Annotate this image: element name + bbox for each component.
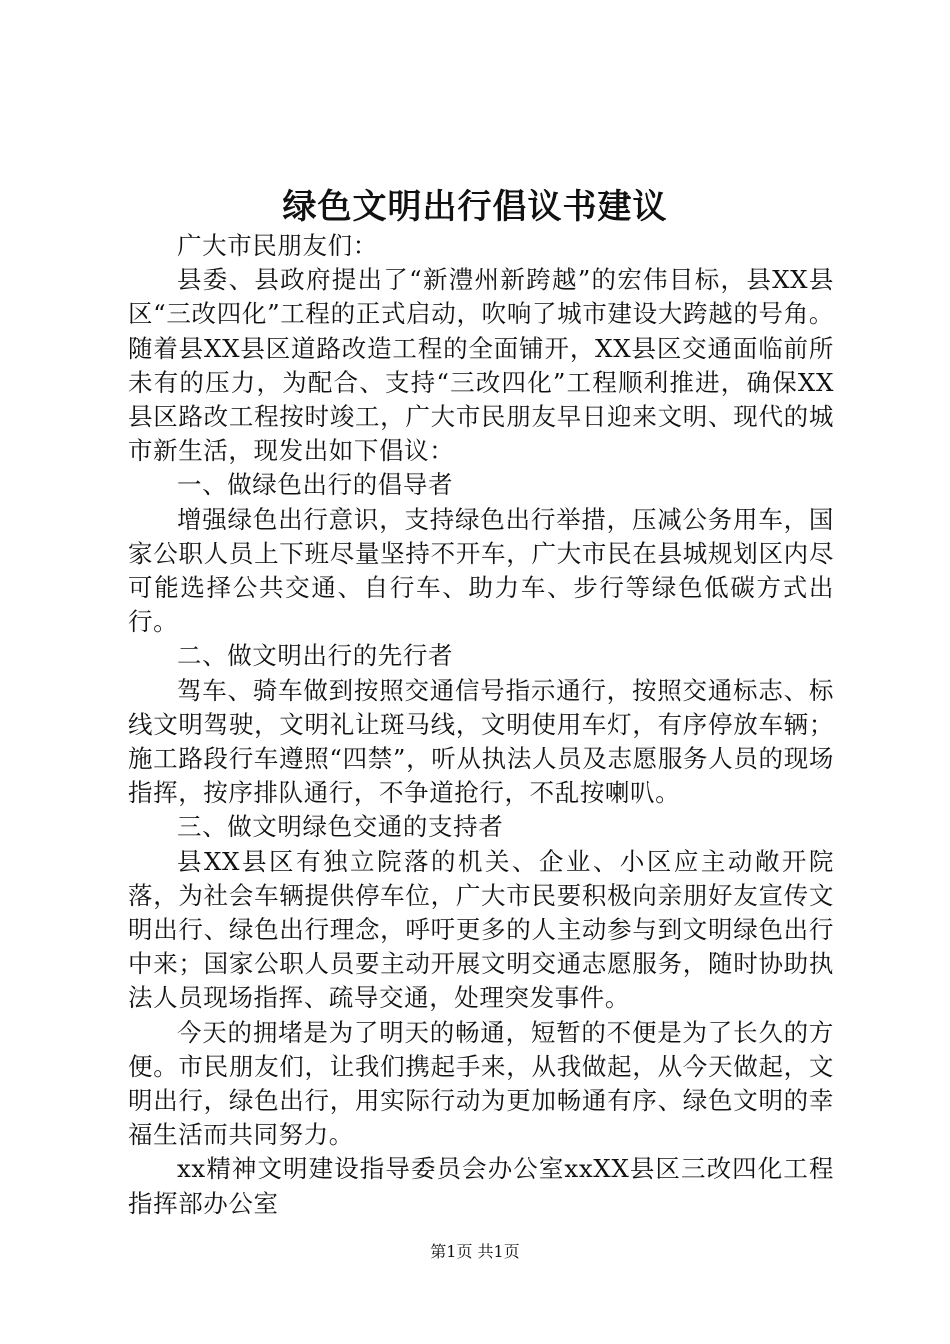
closing-paragraph: 今天的拥堵是为了明天的畅通，短暂的不便是为了长久的方便。市民朋友们，让我们携起手来，从我做起，从今天做起，文明出行，绿色出行，用实际行动为更加畅通有序、绿色文明的幸福生活而共同努力。 bbox=[128, 1017, 834, 1150]
section-heading-1: 一、做绿色出行的倡导者 bbox=[177, 470, 454, 500]
section-paragraph-1: 增强绿色出行意识，支持绿色出行举措，压减公务用车，国家公职人员上下班尽量坚持不开车，广大市民在县城规划区内尽可能选择公共交通、自行车、助力车、步行等绿色低碳方式出行。 bbox=[128, 504, 834, 637]
intro-paragraph: 县委、县政府提出了“新澧州新跨越”的宏伟目标，县XX县区“三改四化”工程的正式启动，吹响了城市建设大跨越的号角。随着县XX县区道路改造工程的全面铺开，XX县区交通面临前所未有的压力，为配合、支持“三改四化”工程顺利推进，确保XX县区路改工程按时竣工，广大市民朋友早日迎来文明、现代的城市新生活，现发出如下倡议： bbox=[128, 265, 834, 466]
document-title: 绿色文明出行倡议书建议 bbox=[282, 187, 668, 227]
document-body bbox=[128, 229, 834, 1221]
salutation-paragraph: 广大市民朋友们： bbox=[177, 231, 378, 260]
section-paragraph-2: 驾车、骑车做到按照交通信号指示通行，按照交通标志、标线文明驾驶，文明礼让斑马线，文明使用车灯，有序停放车辆；施工路段行车遵照“四禁”，听从执法人员及志愿服务人员的现场指挥，按序排队通行，不争道抢行，不乱按喇叭。 bbox=[128, 675, 834, 808]
section-heading-2: 二、做文明出行的先行者 bbox=[177, 641, 454, 671]
page-number-footer: 第1页 共1页 bbox=[430, 1242, 520, 1261]
signature-paragraph: xx精神文明建设指导委员会办公室xxXX县区三改四化工程指挥部办公室 bbox=[128, 1154, 834, 1218]
section-heading-3: 三、做文明绿色交通的支持者 bbox=[177, 812, 504, 842]
section-paragraph-3: 县XX县区有独立院落的机关、企业、小区应主动敞开院落，为社会车辆提供停车位，广大市民要积极向亲朋好友宣传文明出行、绿色出行理念，呼吁更多的人主动参与到文明绿色出行中来；国家公职人员要主动开展文明交通志愿服务，随时协助执法人员现场指挥、疏导交通，处理突发事件。 bbox=[128, 846, 834, 1013]
